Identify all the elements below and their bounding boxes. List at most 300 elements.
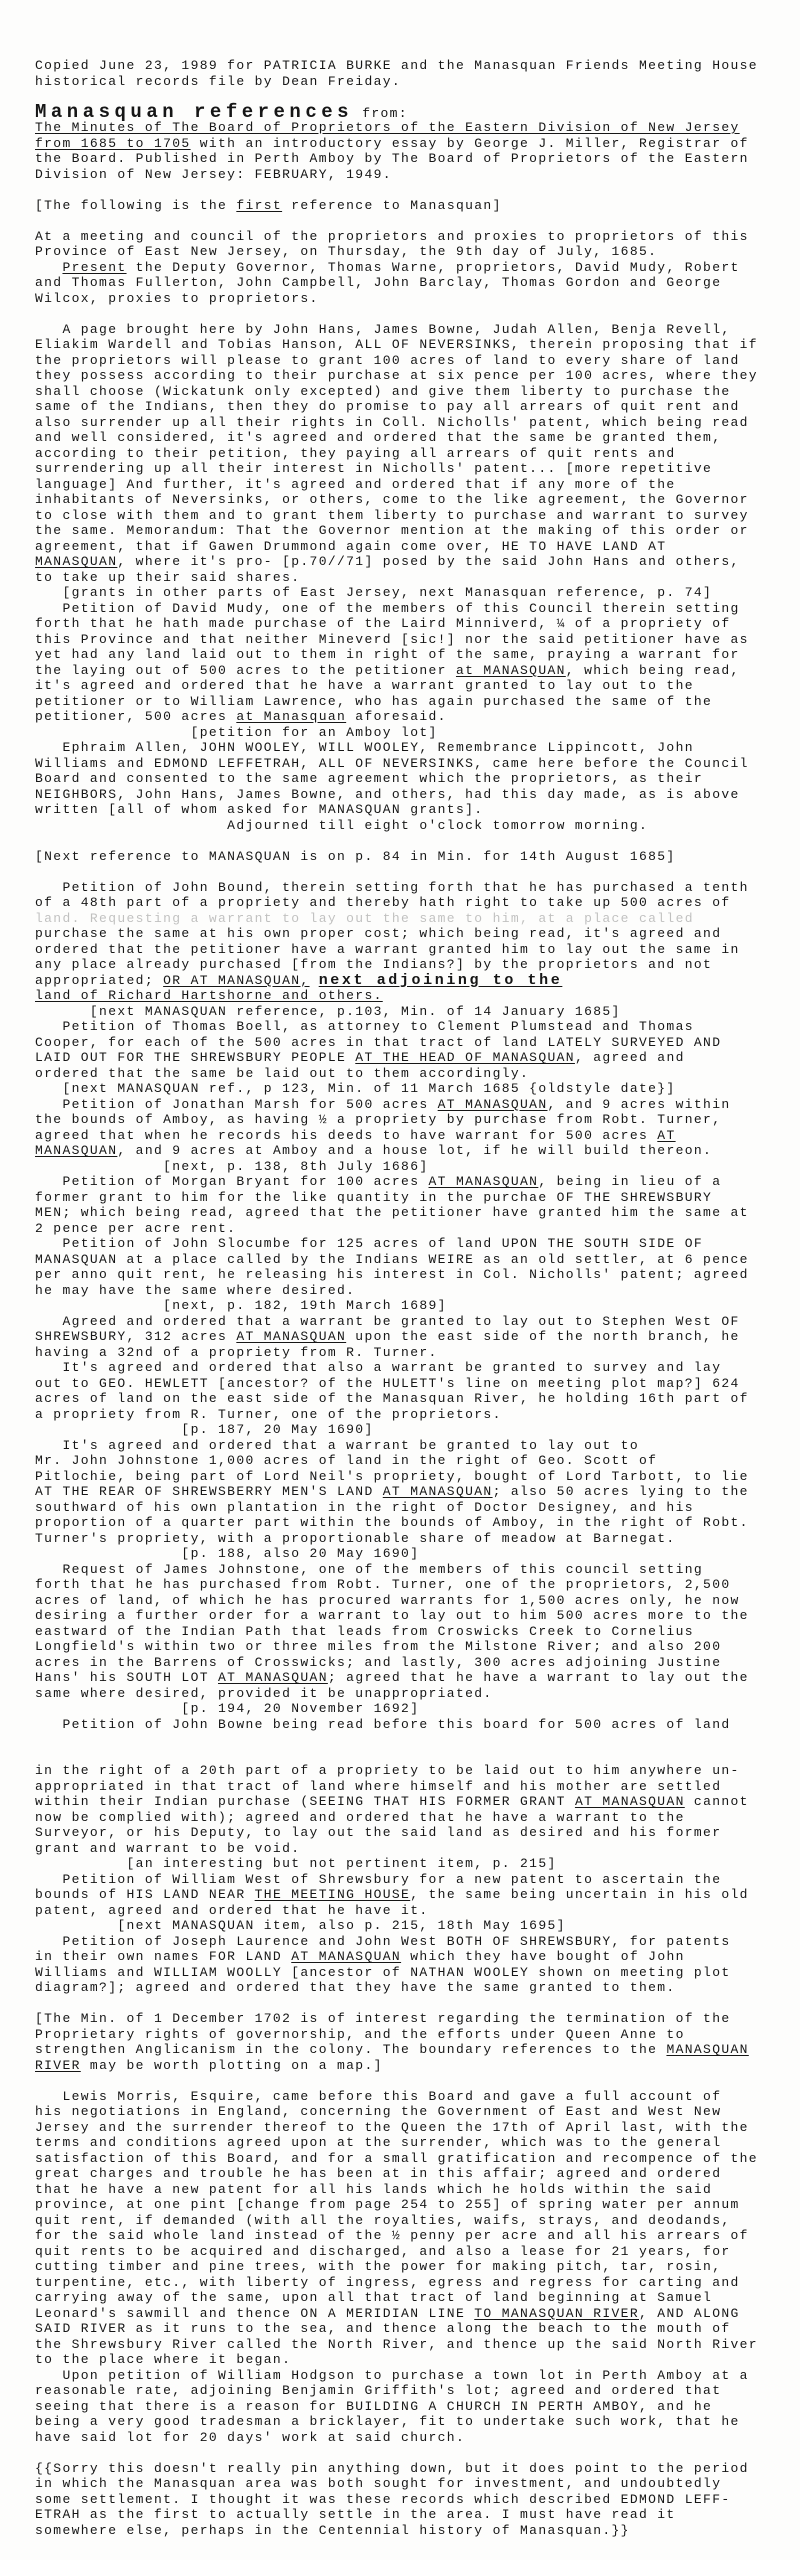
text-line: [35, 1825, 800, 1841]
text-segment: he may have the same where desired.: [35, 1282, 356, 1298]
text-line: [35, 1670, 800, 1686]
text-line: [35, 1019, 800, 1035]
text-line: [35, 1856, 800, 1872]
text-line: [35, 2352, 800, 2368]
text-segment: cannot: [684, 1794, 749, 1809]
text-segment: [next, p. 182, 19th March 1689]: [35, 1298, 447, 1313]
text-line: [35, 570, 800, 586]
text-segment: Request of James Johnstone, one of the members of this council setting: [35, 1561, 704, 1577]
text-segment: appropriated;: [35, 972, 164, 988]
text-line: [35, 260, 800, 276]
text-line: [35, 2523, 800, 2539]
text-segment-u: AT MANASQUAN: [291, 1949, 402, 1964]
text-line: [35, 864, 800, 880]
text-line: [35, 182, 800, 198]
text-segment: shall choose (Wickatunk only excepted) and give them liberty to purchase the: [35, 383, 731, 399]
text-segment: quit rent, if demanded (with all the royalties, waifs, strays, and deodands,: [35, 2212, 731, 2228]
text-segment: A page brought here by John Hans, James Bowne, Judah Allen, Benja Revell,: [35, 321, 731, 337]
text-line: [35, 942, 800, 958]
text-segment: in the right of a 20th part of a propriety to be laid out to him anywhere un-: [35, 1763, 740, 1778]
text-segment: Turner's propriety, with a proportionable share of meadow at Barnegat.: [35, 1530, 676, 1546]
text-line: [35, 2151, 800, 2167]
text-line: [35, 1469, 800, 1485]
text-segment: having a 32nd of a propriety from R. Turner.: [35, 1344, 438, 1360]
text-segment: it's agreed and ordered that he have a warrant granted to lay out to the: [35, 678, 694, 693]
text-line: [35, 911, 800, 927]
text-segment: Hans' his SOUTH LOT: [35, 1670, 219, 1685]
text-line: [35, 353, 800, 369]
text-segment: Division of New Jersey: FEBRUARY, 1949.: [35, 166, 392, 182]
text-segment-u: at Manasquan: [236, 709, 347, 724]
text-segment: Williams and EDMOND LEFFETRAH, ALL OF NEVERSINKS, came here before the Council: [35, 755, 749, 771]
text-segment: appropriated in that tract of land where himself and his mother are settled: [35, 1778, 722, 1794]
text-segment: strengthen Anglicanism in the colony. The boundary references to the: [35, 2042, 667, 2057]
text-segment: the same. Memorandum: That the Governor mention at the making of this order or: [35, 523, 749, 538]
text-segment: southward of his own plantation in the right of Doctor Designey, and his: [35, 1499, 694, 1515]
text-segment-u: Present: [62, 259, 127, 275]
text-segment: forth that he hath made purchase of the Laird Minniverd, ¼ of a propriety of: [35, 616, 731, 631]
text-segment: Mr. John Johnstone 1,000 acres of land in the right of Geo. Scott of: [35, 1453, 658, 1468]
text-line: [35, 1655, 800, 1671]
text-segment-u: TO MANASQUAN RIVER: [474, 2305, 639, 2321]
text-segment: [next, p. 138, 8th July 1686]: [35, 1158, 429, 1174]
text-line: [35, 1779, 800, 1795]
text-segment: [310, 973, 319, 988]
text-segment-u: at MANASQUAN: [455, 662, 566, 678]
text-segment: Pitlochie, being part of Lord Neil's propriety, bought of Lord Tarbott, to lie: [35, 1468, 749, 1484]
text-segment: AT THE REAR OF SHREWSBERRY MEN'S LAND: [35, 1484, 383, 1499]
text-line: [35, 740, 800, 756]
text-segment: 2 pence per acre rent.: [35, 1220, 237, 1236]
text-segment: MANASQUAN at a place called by the Indians WEIRE as an old settler, at 6 pence: [35, 1251, 749, 1267]
text-line: [35, 2073, 800, 2089]
text-line: [35, 2430, 800, 2446]
text-segment: [p. 188, also 20 May 1690]: [35, 1546, 420, 1561]
text-line: [35, 1081, 800, 1097]
text-line: [35, 1887, 800, 1903]
text-line: [35, 1949, 800, 1965]
text-line: [35, 1391, 800, 1407]
text-line: [35, 880, 800, 896]
text-segment: acres of land on the east side of the Manasquan River, he holding 16th part of: [35, 1391, 749, 1406]
text-segment: Petition of David Mudy, one of the members of this Council therein setting: [35, 600, 740, 616]
text-line: [35, 2337, 800, 2353]
text-line: [35, 1422, 800, 1438]
text-segment: same of the Indians, then they do promise to pay all arrears of quit rent and: [35, 399, 740, 414]
text-line: [35, 213, 800, 229]
text-line: [35, 508, 800, 524]
text-line: [35, 2042, 800, 2058]
text-segment: agreed that when he records his deeds to have warrant for 500 acres: [35, 1127, 658, 1143]
text-segment: they possess according to their purchase at six pence per 100 acres, where they: [35, 368, 758, 383]
text-segment-u: MANASQUAN: [35, 1143, 118, 1158]
text-segment: Wilcox, proxies to proprietors.: [35, 290, 319, 306]
text-segment: same where desired, provided it be unappropriated.: [35, 1685, 493, 1701]
text-line: [35, 2445, 800, 2461]
text-line: [35, 2166, 800, 2182]
text-segment: ETRAH as the first to actually settle in the area. I must have read it: [35, 2507, 676, 2522]
text-line: [35, 1360, 800, 1376]
text-line: [35, 368, 800, 384]
text-line: [35, 1872, 800, 1888]
text-line: [35, 2058, 800, 2074]
text-line: [35, 322, 800, 338]
text-line: [35, 384, 800, 400]
text-segment: It's agreed and ordered that a warrant be granted to lay out to: [35, 1437, 639, 1453]
text-line: [35, 1903, 800, 1919]
text-line: [35, 802, 800, 818]
text-segment: Petition of John Bowne being read before this board for 500 acres of land: [35, 1716, 731, 1732]
text-line: [35, 818, 800, 834]
text-line: [35, 523, 800, 539]
text-segment: being a very good tradesman a bricklayer, fit to undertake such work, that he: [35, 2414, 740, 2429]
text-segment-u: RIVER: [35, 2057, 81, 2073]
text-segment: ordered that the same be laid out to them accordingly.: [35, 1065, 530, 1081]
text-segment: Cooper, for each of the 500 acres in that tract of land LATELY SURVEYED AND: [35, 1034, 722, 1050]
text-segment: Petition of William West of Shrewsbury for a new patent to ascertain the: [35, 1871, 722, 1887]
text-segment: province, at one pint [change from page 254 to 255] of spring water per annum: [35, 2197, 740, 2212]
text-line: [35, 1608, 800, 1624]
text-segment: his negotiations in England, concerning the Government of East and West New: [35, 2104, 722, 2119]
text-segment-u: land of Richard Hartshorne and others.: [35, 988, 383, 1003]
text-line: [35, 136, 800, 152]
text-line: [35, 1267, 800, 1283]
text-line: [35, 291, 800, 307]
text-segment: to close with them and to grant them liberty to purchase and warrant to survey: [35, 507, 749, 523]
text-segment: terms and conditions agreed upon at the surrender, which was to the general: [35, 2135, 722, 2150]
text-segment: according to their petition, they paying all arrears of quit rents and: [35, 445, 676, 461]
text-segment: [petition for an Amboy lot]: [35, 724, 438, 740]
text-segment-big: Manasquan references: [35, 100, 354, 123]
text-line: [35, 399, 800, 415]
text-line: [35, 461, 800, 477]
text-segment: with an introductory essay by George J. Miller, Registrar of: [190, 135, 749, 151]
text-segment: petitioner, 500 acres: [35, 709, 237, 724]
text-line: [35, 198, 800, 214]
text-line: [35, 1934, 800, 1950]
text-line: [35, 1965, 800, 1981]
text-line: [35, 663, 800, 679]
text-line: [35, 601, 800, 617]
text-line: [35, 1376, 800, 1392]
text-line: [35, 1593, 800, 1609]
text-segment: yet had any land laid out to them in right of the same, praying a warrant for: [35, 647, 740, 662]
text-segment: , where it's pro- [p.70//71] posed by the said John Hans and others,: [117, 554, 740, 569]
text-segment-u: AT: [657, 1127, 676, 1143]
text-segment: ; agreed that he have a warrant to lay out the: [327, 1670, 749, 1685]
text-line: [35, 849, 800, 865]
text-line: [35, 771, 800, 787]
text-segment: Petition of Joseph Laurence and John West BOTH OF SHREWSBURY, for patents: [35, 1933, 731, 1949]
text-segment: in their own names FOR LAND: [35, 1949, 292, 1964]
text-line: [35, 1980, 800, 1996]
text-segment: within their Indian purchase (SEEING THAT HIS FORMER GRANT: [35, 1794, 575, 1809]
text-segment: Leonard's sawmill and thence ON A MERIDIAN LINE: [35, 2305, 475, 2321]
text-segment-faint: land. Requesting a warrant to lay out the same to him, at a place called: [35, 910, 694, 926]
text-line: [35, 1190, 800, 1206]
text-line: [35, 1996, 800, 2012]
text-segment: , and 9 acres at Amboy and a house lot, if he will build thereon.: [117, 1143, 713, 1158]
text-segment: in which the Manasquan area was both sought for investment, and undoubtedly: [35, 2476, 722, 2491]
text-segment: the bounds of Amboy, as having ½ a propriety by purchase from Robt. Turner,: [35, 1112, 722, 1127]
text-segment: Petition of Thomas Boell, as attorney to Clement Plumstead and Thomas: [35, 1019, 694, 1034]
text-line: [35, 2089, 800, 2105]
text-segment: [next MANASQUAN reference, p.103, Min. of 14 January 1685]: [35, 1003, 621, 1019]
text-segment: of a 48th part of a propriety and thereby hath right to take up 500 acres of: [35, 895, 731, 910]
text-segment: this Province and that neither Mineverd [sic!] nor the said petitioner have as: [35, 631, 749, 647]
text-line: [35, 120, 800, 136]
text-line: [35, 988, 800, 1004]
text-segment: Ephraim Allen, JOHN WOOLEY, WILL WOOLEY, Remembrance Lippincott, John: [35, 740, 694, 755]
text-segment: [next MANASQUAN item, also p. 215, 18th May 1695]: [35, 1918, 566, 1933]
text-segment: Proprietary rights of governorship, and the efforts under Queen Anne to: [35, 2026, 685, 2042]
text-segment: inhabitants of Neversinks, or others, come to the like agreement, the Governor: [35, 492, 749, 507]
text-segment: desiring a further order for a warrant to lay out to him 500 acres more to the: [35, 1608, 749, 1623]
text-line: [35, 1810, 800, 1826]
text-segment: quit rents to be acquired and discharged, and also a lease for 21 years, for: [35, 2243, 731, 2259]
text-segment: also surrender up all their rights in Coll. Nicholls' patent, which being read: [35, 414, 749, 430]
text-line: [35, 2383, 800, 2399]
text-segment-u: MANASQUAN: [666, 2042, 749, 2057]
text-line: [35, 1546, 800, 1562]
text-segment: SHREWSBURY, 312 acres: [35, 1329, 237, 1344]
text-line: [35, 2275, 800, 2291]
text-segment: forth that he has purchased from Robt. Turner, one of the proprietors, 2,500: [35, 1577, 731, 1592]
text-segment: It's agreed and ordered that also a warrant be granted to survey and lay: [35, 1360, 722, 1375]
text-segment: , and 9 acres within: [547, 1096, 731, 1112]
text-segment: to take up their said shares.: [35, 569, 301, 585]
text-segment-u: AT MANASQUAN: [218, 1670, 328, 1685]
text-line: [35, 616, 800, 632]
text-line: [35, 957, 800, 973]
text-segment: Upon petition of William Hodgson to purchase a town lot in Perth Amboy at a: [35, 2367, 749, 2383]
text-line: [35, 787, 800, 803]
text-line: [35, 833, 800, 849]
text-segment: [an interesting but not pertinent item, p. 215]: [35, 1856, 557, 1871]
text-line: [35, 1345, 800, 1361]
text-segment: LAID OUT FOR THE SHREWSBURY PEOPLE: [35, 1050, 356, 1065]
text-line: [35, 306, 800, 322]
text-segment: Adjourned till eight o'clock tomorrow morning.: [35, 817, 649, 833]
text-line: [35, 1205, 800, 1221]
text-line: [35, 2213, 800, 2229]
text-line: [35, 1639, 800, 1655]
text-segment: purchase the same at his own proper cost; which being read, it's agreed and: [35, 926, 722, 941]
text-segment: Copied June 23, 1989 for PATRICIA BURKE and the Manasquan Friends Meeting House: [35, 58, 758, 73]
text-segment: [p. 187, 20 May 1690]: [35, 1422, 374, 1437]
text-line: [35, 1794, 800, 1810]
typewritten-text: [35, 58, 800, 2538]
text-line: [35, 1732, 800, 1748]
text-segment: from:: [353, 105, 408, 121]
text-segment: great charges and trouble he has been at in this affair; agreed and ordered: [35, 2166, 722, 2181]
text-line: [35, 1717, 800, 1733]
text-line: [35, 2461, 800, 2477]
text-segment: {{Sorry this doesn't really pin anything down, but it does point to the period: [35, 2460, 749, 2476]
text-line: [35, 1918, 800, 1934]
text-line: [35, 2228, 800, 2244]
text-segment: to the place where it began.: [35, 2352, 292, 2367]
text-segment: cutting timber and pine trees, with the power for making pitch, tar, rosin,: [35, 2259, 722, 2274]
text-segment-u: THE MEETING HOUSE: [254, 1887, 411, 1902]
text-segment-u: from 1685 to 1705: [35, 135, 191, 151]
text-segment: which they have bought of John: [401, 1949, 685, 1964]
text-line: [35, 2306, 800, 2322]
text-segment: Longfield's within two or three miles from the Milstone River; and also 200: [35, 1639, 722, 1654]
text-segment: [p. 194, 20 November 1692]: [35, 1701, 420, 1716]
text-segment-u: AT THE HEAD OF MANASQUAN: [355, 1050, 575, 1065]
text-line: [35, 1283, 800, 1299]
text-line: [35, 1298, 800, 1314]
text-segment: have said lot for 20 days' work at said church.: [35, 2429, 466, 2445]
text-segment: reference to Manasquan]: [282, 197, 502, 213]
text-segment: [Next reference to MANASQUAN is on p. 84 in Min. for 14th August 1685]: [35, 848, 676, 864]
text-line: [35, 1624, 800, 1640]
text-line: [35, 647, 800, 663]
text-line: [35, 926, 800, 942]
text-segment-u: OR AT MANASQUAN,: [163, 972, 310, 988]
text-line: [35, 2476, 800, 2492]
text-segment: diagram?]; agreed and ordered that they have the same granted to them.: [35, 1980, 676, 1995]
text-line: [35, 477, 800, 493]
text-segment-u: AT MANASQUAN: [437, 1096, 548, 1112]
text-segment: Petition of Jonathan Marsh for 500 acres: [35, 1096, 438, 1112]
text-line: [35, 2011, 800, 2027]
text-segment: for the said whole land instead of the ½ penny per acre and all his arrears of: [35, 2228, 749, 2243]
text-segment: agreement, that if Gawen Drummond again come over, HE TO HAVE LAND AT: [35, 538, 667, 554]
text-line: [35, 58, 800, 74]
text-line: [35, 2259, 800, 2275]
text-segment-u: AT MANASQUAN: [236, 1329, 347, 1344]
text-line: [35, 2197, 800, 2213]
text-line: [35, 1484, 800, 1500]
text-segment-u: The Minutes of The Board of Proprietors of the Eastern Division of New Jersey: [35, 120, 740, 135]
text-line: [35, 1686, 800, 1702]
text-line: [35, 756, 800, 772]
text-segment: surrendering up all their interest in Nicholls' patent... [more repetitive: [35, 461, 713, 476]
text-segment: ordered that the petitioner have a warrant granted him to lay out the same in: [35, 941, 740, 957]
text-line: [35, 1236, 800, 1252]
text-line: [35, 709, 800, 725]
text-line: [35, 2135, 800, 2151]
text-segment: satisfaction of this Board, and for a small gratification and recompence of the: [35, 2150, 758, 2166]
text-segment: MEN; which being read, agreed that the petitioner have granted him the same at: [35, 1205, 749, 1220]
text-line: [35, 151, 800, 167]
text-line: [35, 446, 800, 462]
text-segment: acres in the Barrens of Crosswicks; and lastly, 300 acres adjoining Justine: [35, 1654, 722, 1670]
text-line: [35, 2399, 800, 2415]
text-segment: some settlement. I thought it was these records which described EDMOND LEFF-: [35, 2491, 731, 2507]
text-segment: Jersey and the surrender thereof to the Queen the 17th of April last, with the: [35, 2119, 749, 2135]
text-line: [35, 1748, 800, 1764]
text-line: [35, 2104, 800, 2120]
text-segment: somewhere else, perhaps in the Centennial history of Manasquan.}}: [35, 2522, 630, 2538]
text-line: [35, 1004, 800, 1020]
text-segment: , AND ALONG: [639, 2305, 740, 2321]
text-line: [35, 539, 800, 555]
text-segment: [The following is the: [35, 197, 237, 213]
text-line: [35, 430, 800, 446]
text-segment: upon the east side of the north branch, he: [346, 1329, 740, 1344]
text-line: [35, 895, 800, 911]
text-segment: [grants in other parts of East Jersey, next Manasquan reference, p. 74]: [35, 585, 713, 600]
text-segment: patent, agreed and ordered that he have it.: [35, 1902, 429, 1918]
text-segment: a propriety from R. Turner, one of the proprietors.: [35, 1406, 502, 1422]
text-segment-bigu: next adjoining to the: [318, 971, 563, 989]
text-line: [35, 74, 800, 90]
text-line: [35, 1128, 800, 1144]
text-line: [35, 2290, 800, 2306]
text-line: [35, 1112, 800, 1128]
text-line: [35, 2244, 800, 2260]
text-line: [35, 415, 800, 431]
text-segment: Eliakim Wardell and Tobias Hanson, ALL OF NEVERSINKS, therein proposing that if: [35, 337, 758, 352]
text-line: [35, 1407, 800, 1423]
text-segment: and Thomas Fullerton, John Campbell, John Barclay, Thomas Gordon and George: [35, 275, 722, 290]
text-segment: former grant to him for the like quantity in the purchae OF THE SHREWSBURY: [35, 1189, 713, 1205]
text-line: [35, 725, 800, 741]
text-line: [35, 1577, 800, 1593]
text-segment: seeing that there is a reason for BUILDING A CHURCH IN PERTH AMBOY, and he: [35, 2398, 713, 2414]
text-segment: the Board. Published in Perth Amboy by The Board of Proprietors of the Eastern: [35, 151, 749, 166]
text-line: [35, 244, 800, 260]
text-line: [35, 1763, 800, 1779]
text-line: [35, 2368, 800, 2384]
text-segment: eastward of the Indian Path that leads from Croswicks Creek to Cornelius: [35, 1623, 694, 1639]
text-segment: [The Min. of 1 December 1702 is of interest regarding the termination of the: [35, 2011, 731, 2026]
text-line: [35, 1329, 800, 1345]
text-segment-u: AT MANASQUAN: [382, 1484, 493, 1499]
text-line: [35, 2507, 800, 2523]
text-line: [35, 1515, 800, 1531]
text-segment: NEIGHBORS, John Hans, James Bowne, and others, had this day made, as is above: [35, 786, 740, 802]
text-segment-u: first: [236, 197, 283, 213]
text-segment: bounds of HIS LAND NEAR: [35, 1887, 255, 1902]
text-segment: [next MANASQUAN ref., p 123, Min. of 11 March 1685 {oldstyle date}]: [35, 1081, 676, 1096]
text-segment: the proprietors will please to grant 100 acres of land to every share of land: [35, 352, 740, 368]
text-segment: grant and warrant to be void.: [35, 1840, 301, 1856]
text-line: [35, 1143, 800, 1159]
text-segment-u: MANASQUAN: [35, 554, 118, 569]
text-line: [35, 100, 800, 123]
text-segment: turpentine, etc., with liberty of ingress, egress and regress for carting and: [35, 2274, 740, 2290]
text-segment: carrying away of the same, upon all that tract of land beginning at Samuel: [35, 2290, 713, 2305]
text-segment: Surveyor, or his Deputy, to lay out the said land as desired and his former: [35, 1825, 722, 1840]
text-segment: the laying out of 500 acres to the petitioner: [35, 662, 456, 678]
text-line: [35, 2182, 800, 2198]
text-segment: ; also 50 acres lying to the: [492, 1484, 749, 1499]
text-segment: , which being read,: [565, 662, 740, 678]
text-segment: written [all of whom asked for MANASQUAN grants].: [35, 802, 484, 817]
text-line: [35, 1841, 800, 1857]
text-segment-u: AT MANASQUAN: [574, 1794, 685, 1809]
text-segment: Province of East New Jersey, on Thursday, the 9th day of July, 1685.: [35, 244, 658, 259]
text-segment: the Shrewsbury River called the North River, and thence up the said North River: [35, 2336, 758, 2352]
text-line: [35, 1174, 800, 1190]
text-segment: proportion of a quarter part within the bounds of Amboy, in the right of Robt.: [35, 1515, 749, 1530]
text-line: [35, 2120, 800, 2136]
text-segment: reasonable rate, adjoining Benjamin Griffith's lot; agreed and ordered that: [35, 2383, 722, 2398]
text-line: [35, 167, 800, 183]
text-line: [35, 337, 800, 353]
text-segment: that he have a new patent for all his lands which he holds within the said: [35, 2181, 713, 2197]
text-segment: Petition of Morgan Bryant for 100 acres: [35, 1174, 429, 1189]
text-segment: petitioner or to William Lawrence, who has again purchased the same of the: [35, 693, 713, 709]
text-line: [35, 1562, 800, 1578]
text-line: [35, 1097, 800, 1113]
text-line: [35, 585, 800, 601]
text-line: [35, 678, 800, 694]
